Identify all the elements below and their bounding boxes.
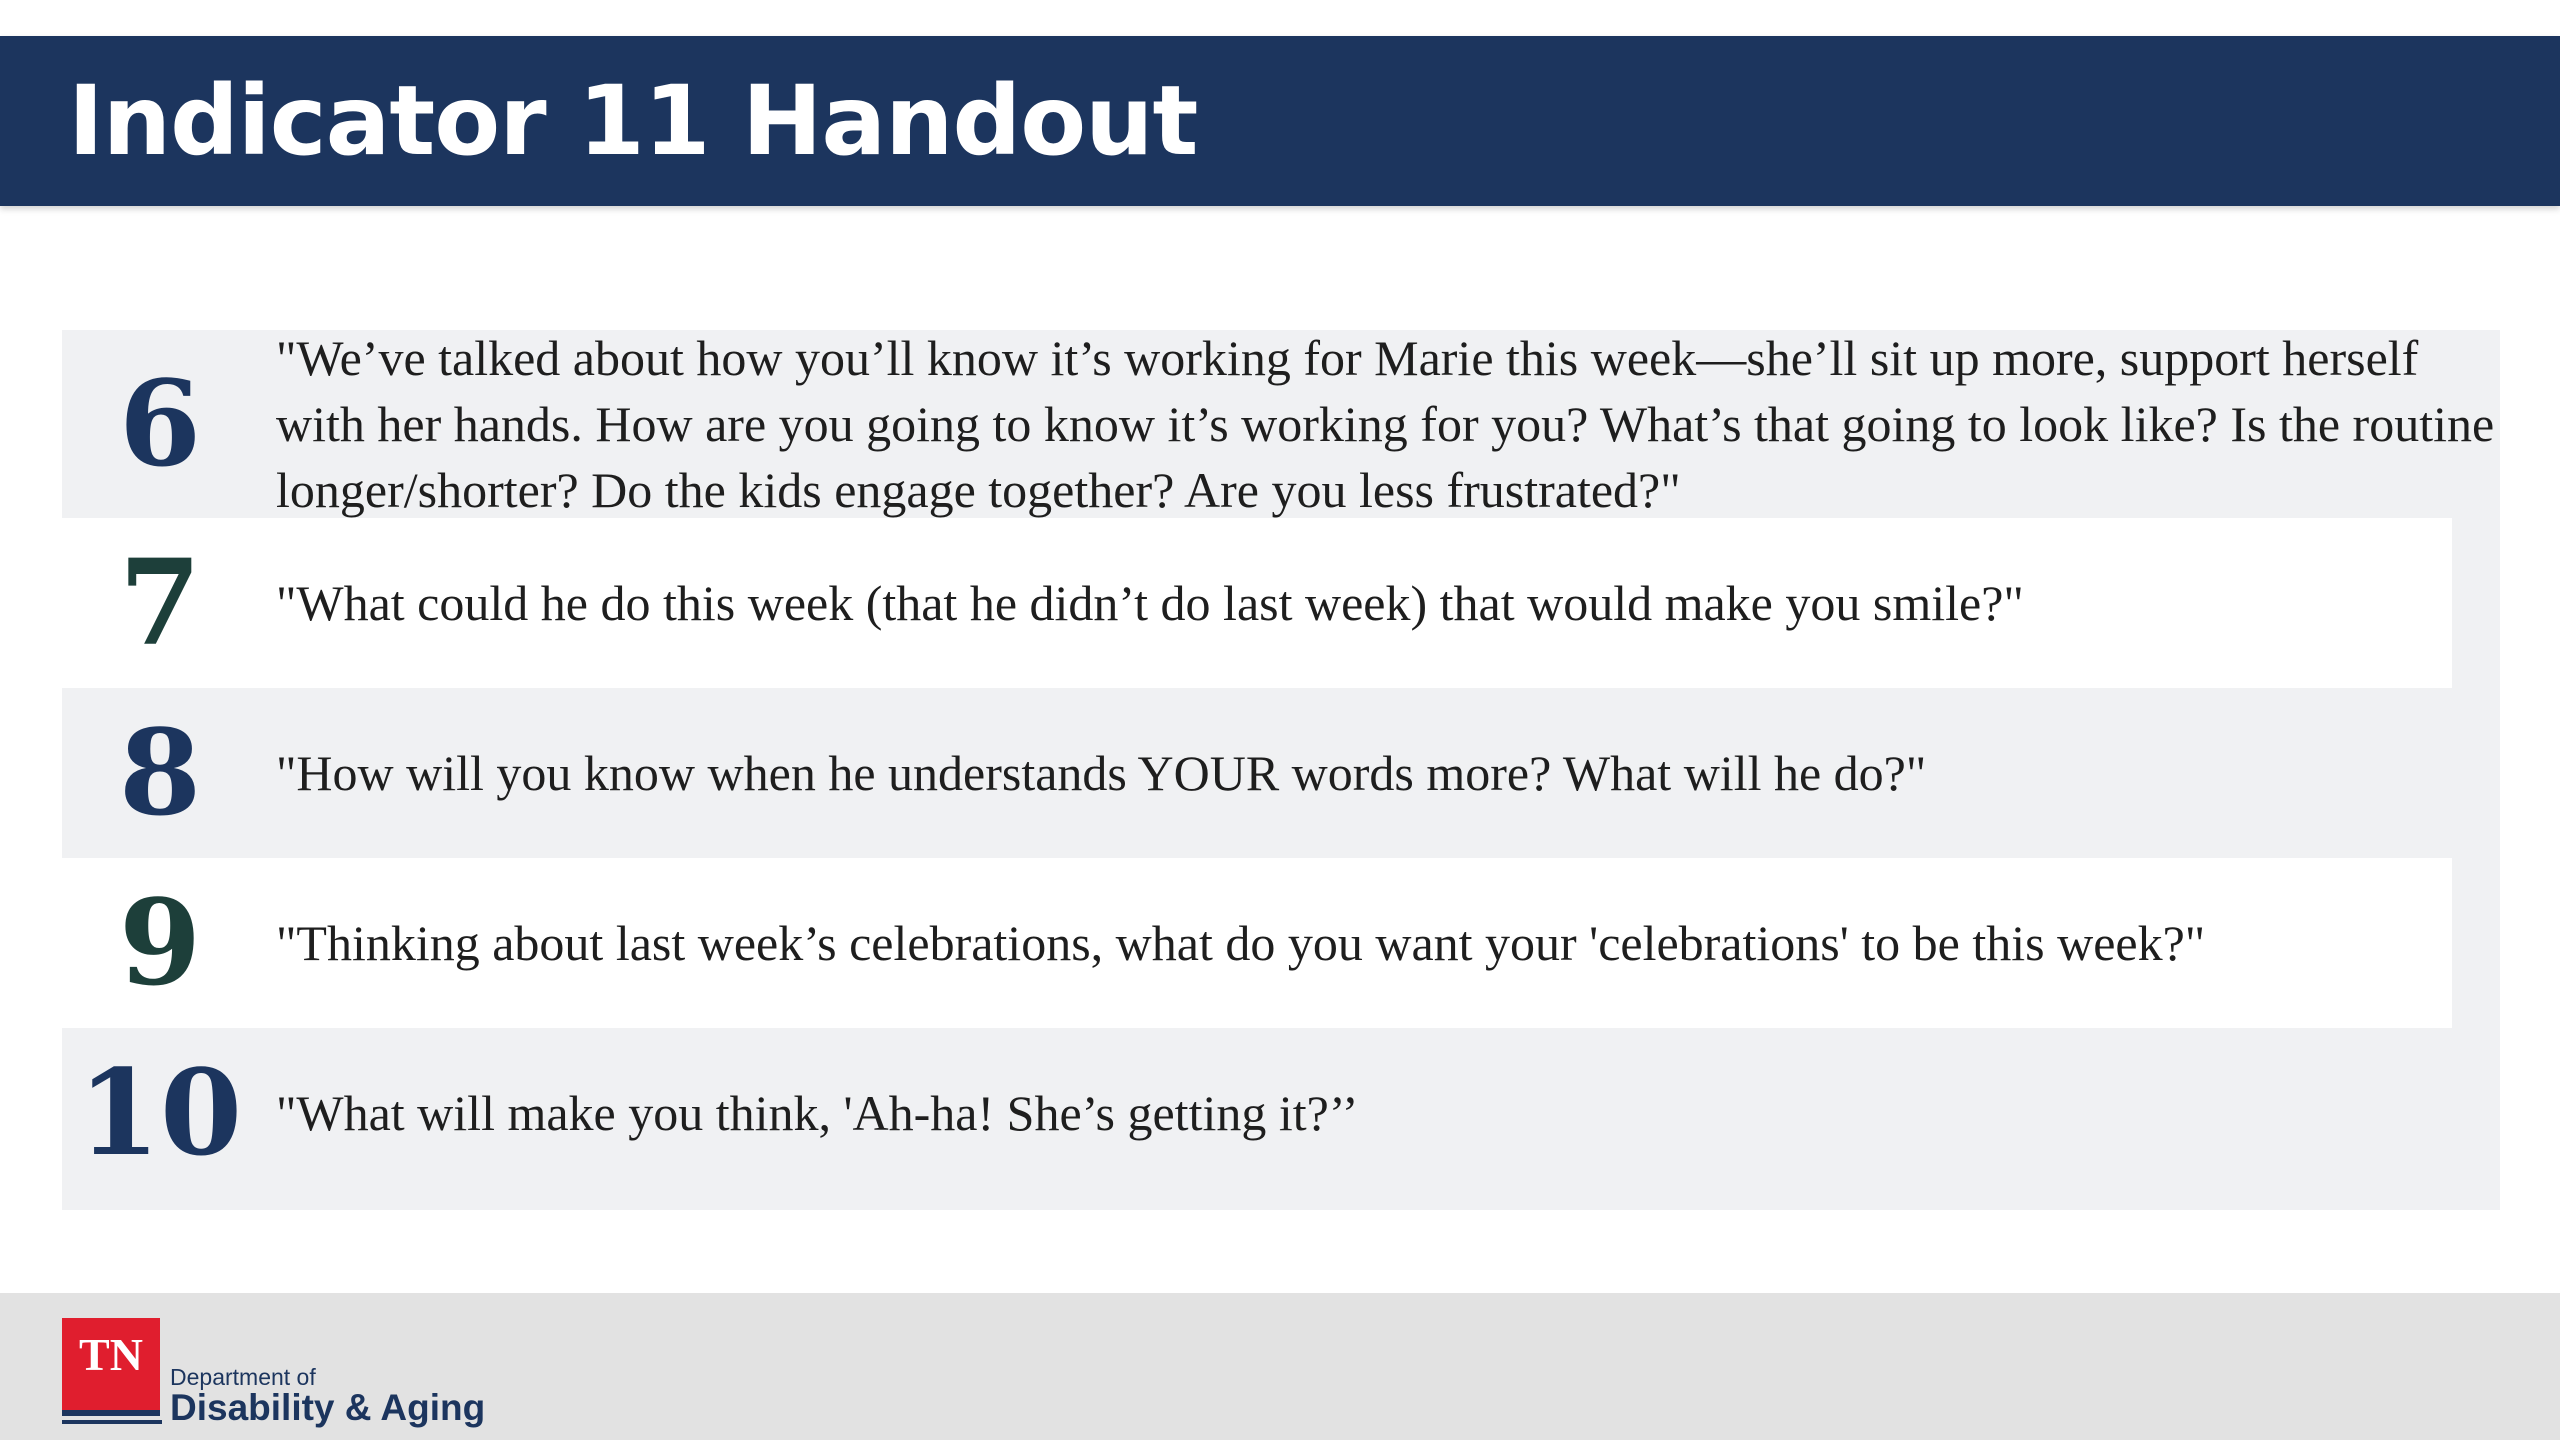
table-row <box>62 1028 2452 1198</box>
dept-prefix: Department of <box>170 1364 316 1390</box>
row-number: 8 <box>118 703 202 842</box>
table-row <box>62 518 2452 688</box>
table-row <box>62 858 2452 1028</box>
row-number: 10 <box>77 1043 243 1182</box>
title-bar <box>0 36 2560 206</box>
row-text: "How will you know when he understands YOUR words more? What will he do?" <box>276 745 1927 801</box>
table-row <box>62 688 2452 858</box>
footer <box>0 1293 2560 1440</box>
table-row <box>62 330 2495 518</box>
dept-name: Disability & Aging <box>170 1387 486 1428</box>
page-title: Indicator 11 Handout <box>68 65 1198 177</box>
row-text: "What could he do this week (that he didn’t do last week) that would make you smile?" <box>276 575 2024 631</box>
row-number: 6 <box>118 354 202 493</box>
row-text: "Thinking about last week’s celebrations, what do you want your 'celebrations' to be this week?" <box>276 915 2206 971</box>
row-number: 9 <box>118 873 202 1012</box>
row-text: "We’ve talked about how you’ll know it’s working for Marie this week—she’ll sit up more, support herself with her hands. How are you going to know it’s working for you? What’s that going to look like? Is the routine longer/shorter? Do the kids engage together? Are you less frustrated?" <box>276 330 2495 518</box>
tn-logo-text: TN <box>79 1329 143 1380</box>
row-text: "What will make you think, 'Ah-ha! She’s getting it?’’ <box>276 1085 1359 1141</box>
logo-underline <box>62 1420 162 1424</box>
tn-logo <box>62 1318 160 1416</box>
row-number: 7 <box>118 533 202 672</box>
